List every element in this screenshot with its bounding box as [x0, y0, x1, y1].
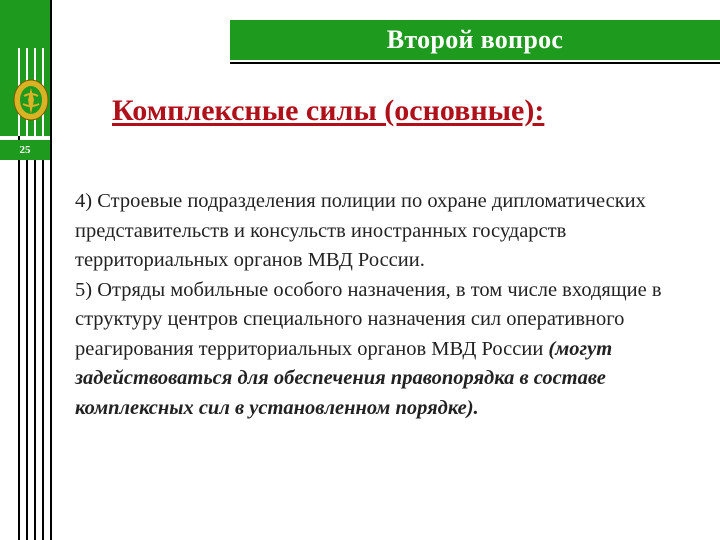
- list-item-5-text: 5) Отряды мобильные особого назначения, в том числе входящие в структуру центров специального назначения сил оперативного реагирования территориальных органов МВД России: [75, 278, 662, 360]
- vertical-rule: [18, 136, 20, 540]
- header-bar: [230, 18, 720, 62]
- page-number: 25: [0, 140, 50, 160]
- emblem-wreath-icon: [11, 78, 51, 124]
- header-rule: [230, 62, 720, 64]
- vertical-rule: [34, 160, 36, 540]
- slide-content: [75, 187, 695, 423]
- vertical-rule: [26, 160, 28, 540]
- slide-subtitle: Комплексные силы (основные):: [112, 94, 545, 127]
- list-item-5: [75, 276, 695, 424]
- header-title: Второй вопрос: [386, 25, 564, 54]
- list-item-5-emphasis: (могут задействоваться для обеспечения правопорядка в составе комплексных сил в установленном порядке).: [75, 337, 613, 419]
- list-item-4: 4) Строевые подразделения полиции по охране дипломатических представительств и консульств иностранных государств территориальных органов МВД России.: [75, 190, 646, 271]
- vertical-rule: [42, 160, 44, 540]
